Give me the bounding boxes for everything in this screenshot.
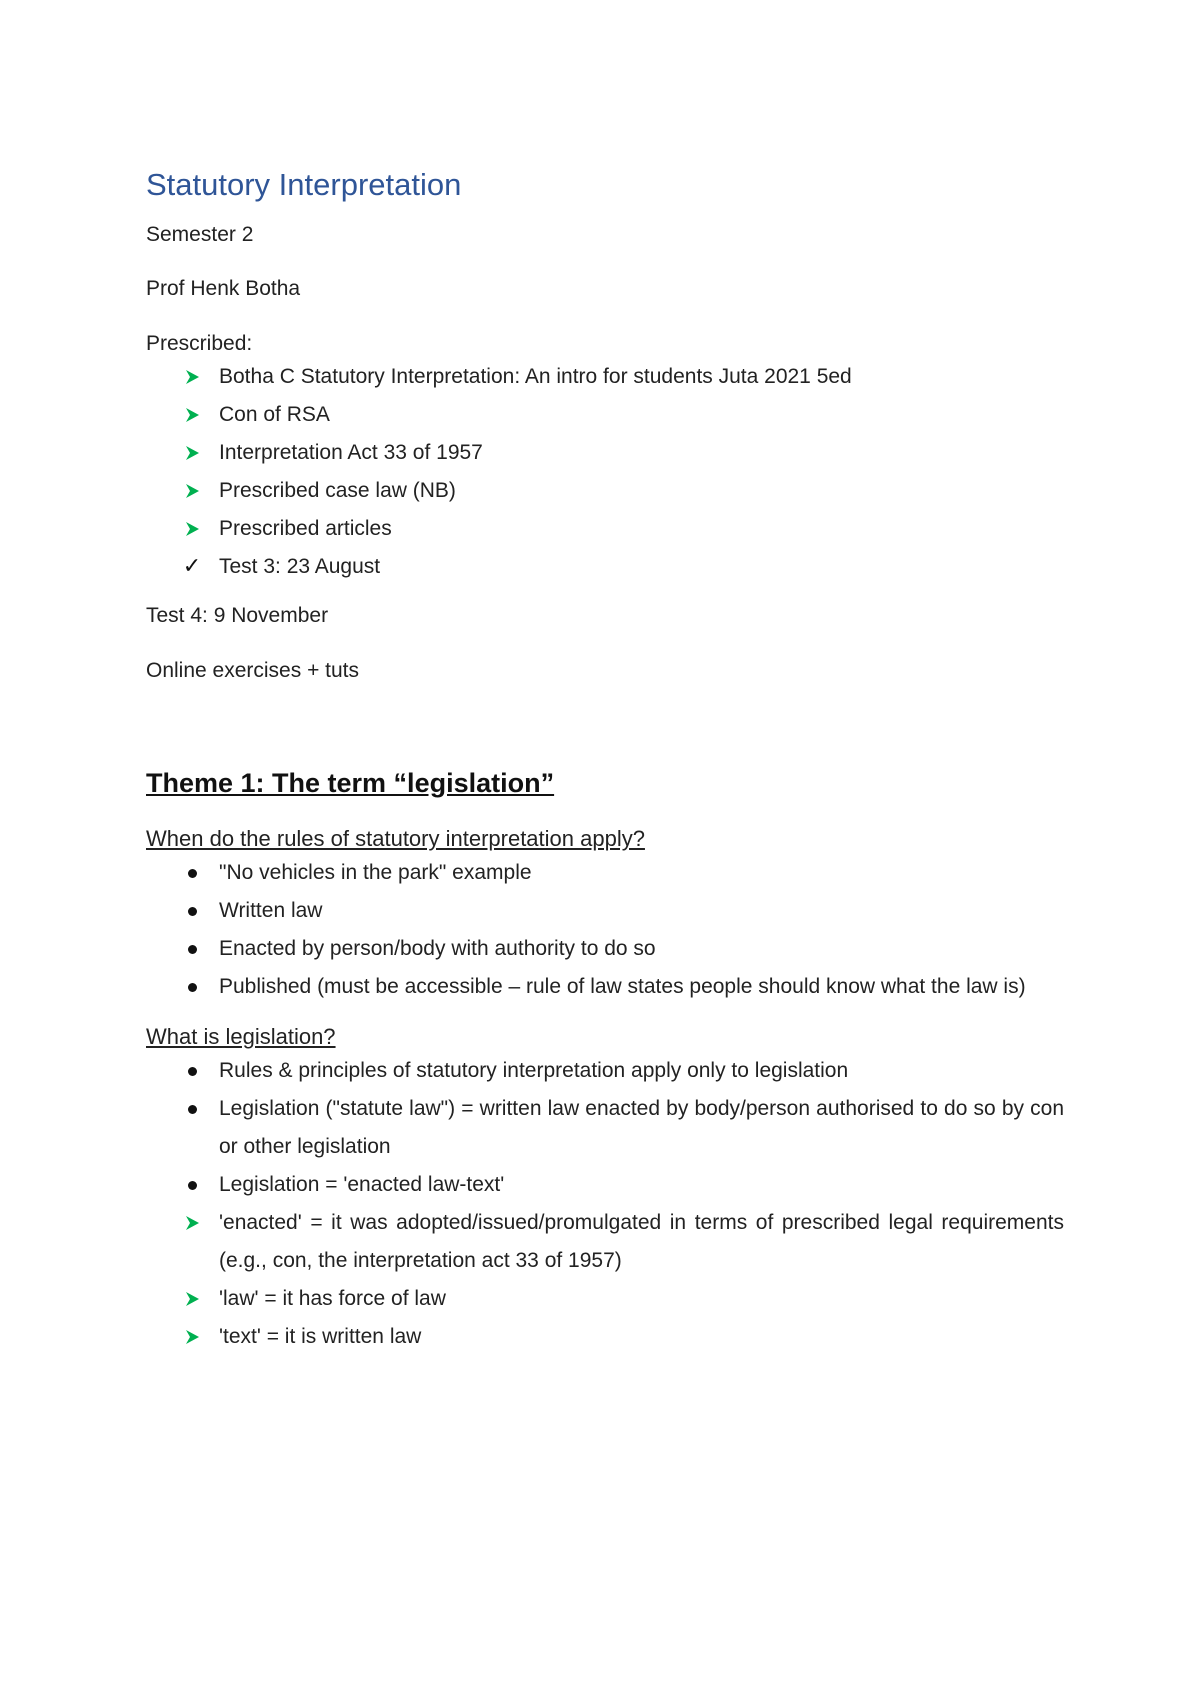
list-item-text: Legislation = 'enacted law-text': [219, 1173, 505, 1196]
green-arrow-bullet-icon: [182, 358, 202, 396]
document-title: Statutory Interpretation: [146, 167, 462, 202]
list-item-text: Botha C Statutory Interpretation: An intro for students Juta 2021 5ed: [219, 365, 852, 388]
professor-line: Prof Henk Botha: [146, 277, 301, 300]
green-arrow-bullet-icon: [182, 510, 202, 548]
round-bullet-icon: [182, 1052, 202, 1090]
list-item-text: Interpretation Act 33 of 1957: [219, 441, 483, 464]
list-item: [146, 1204, 1064, 1280]
list-item: [146, 358, 1064, 396]
checkmark-icon: ✓: [182, 554, 202, 579]
document-content: [146, 166, 1064, 1356]
round-bullet-icon: [182, 930, 202, 968]
semester-line: Semester 2: [146, 223, 254, 246]
list-item-text: 'law' = it has force of law: [219, 1287, 446, 1310]
green-arrow-bullet-icon: [182, 472, 202, 510]
online-line: Online exercises + tuts: [146, 659, 360, 682]
green-arrow-bullet-icon: [182, 396, 202, 434]
list-item: [146, 510, 1064, 548]
list-item: [146, 472, 1064, 510]
list-item-text: Written law: [219, 899, 323, 922]
list-item-text: 'enacted' = it was adopted/issued/promulgated in terms of prescribed legal requirements (e.g., con, the interpretation act 33 of 1957): [219, 1211, 1064, 1272]
round-bullet-icon: [182, 854, 202, 892]
list-item-text: 'text' = it is written law: [219, 1325, 422, 1348]
list-item-text: Legislation ("statute law") = written law enacted by body/person authorised to do so by con or other legislation: [219, 1097, 1064, 1158]
list-item: [146, 434, 1064, 472]
list-item-text: Enacted by person/body with authority to do so: [219, 937, 656, 960]
list-item-text: Prescribed case law (NB): [219, 479, 456, 502]
what-list: [146, 1052, 1064, 1356]
prescribed-label: Prescribed:: [146, 332, 253, 355]
list-item: [146, 968, 1064, 1006]
list-item: [146, 1052, 1064, 1090]
round-bullet-icon: [182, 1090, 202, 1128]
list-item: [146, 930, 1064, 968]
list-item-text: Prescribed articles: [219, 517, 392, 540]
round-bullet-icon: [182, 1166, 202, 1204]
when-subheading: When do the rules of statutory interpretation apply?: [146, 826, 645, 851]
green-arrow-bullet-icon: [182, 1204, 202, 1242]
list-item: [146, 854, 1064, 892]
green-arrow-bullet-icon: [182, 1318, 202, 1356]
list-item: [146, 1280, 1064, 1318]
prescribed-list: [146, 358, 1064, 548]
list-item: [146, 1090, 1064, 1166]
list-item: [146, 1318, 1064, 1356]
list-item-text: Published (must be accessible – rule of law states people should know what the law is): [219, 975, 1026, 998]
when-list: [146, 854, 1064, 1006]
list-item-text: Rules & principles of statutory interpretation apply only to legislation: [219, 1059, 849, 1082]
tests-list: [146, 548, 1064, 586]
list-item: [146, 548, 1064, 586]
list-item: [146, 1166, 1064, 1204]
list-item-text: Con of RSA: [219, 403, 330, 426]
theme-heading: Theme 1: The term “legislation”: [146, 768, 555, 798]
test3-text: Test 3: 23 August: [219, 555, 381, 578]
list-item: [146, 396, 1064, 434]
green-arrow-bullet-icon: [182, 1280, 202, 1318]
what-subheading: What is legislation?: [146, 1024, 336, 1049]
green-arrow-bullet-icon: [182, 434, 202, 472]
round-bullet-icon: [182, 892, 202, 930]
test4-line: Test 4: 9 November: [146, 604, 329, 627]
round-bullet-icon: [182, 968, 202, 1006]
list-item-text: "No vehicles in the park" example: [219, 861, 532, 884]
list-item: [146, 892, 1064, 930]
